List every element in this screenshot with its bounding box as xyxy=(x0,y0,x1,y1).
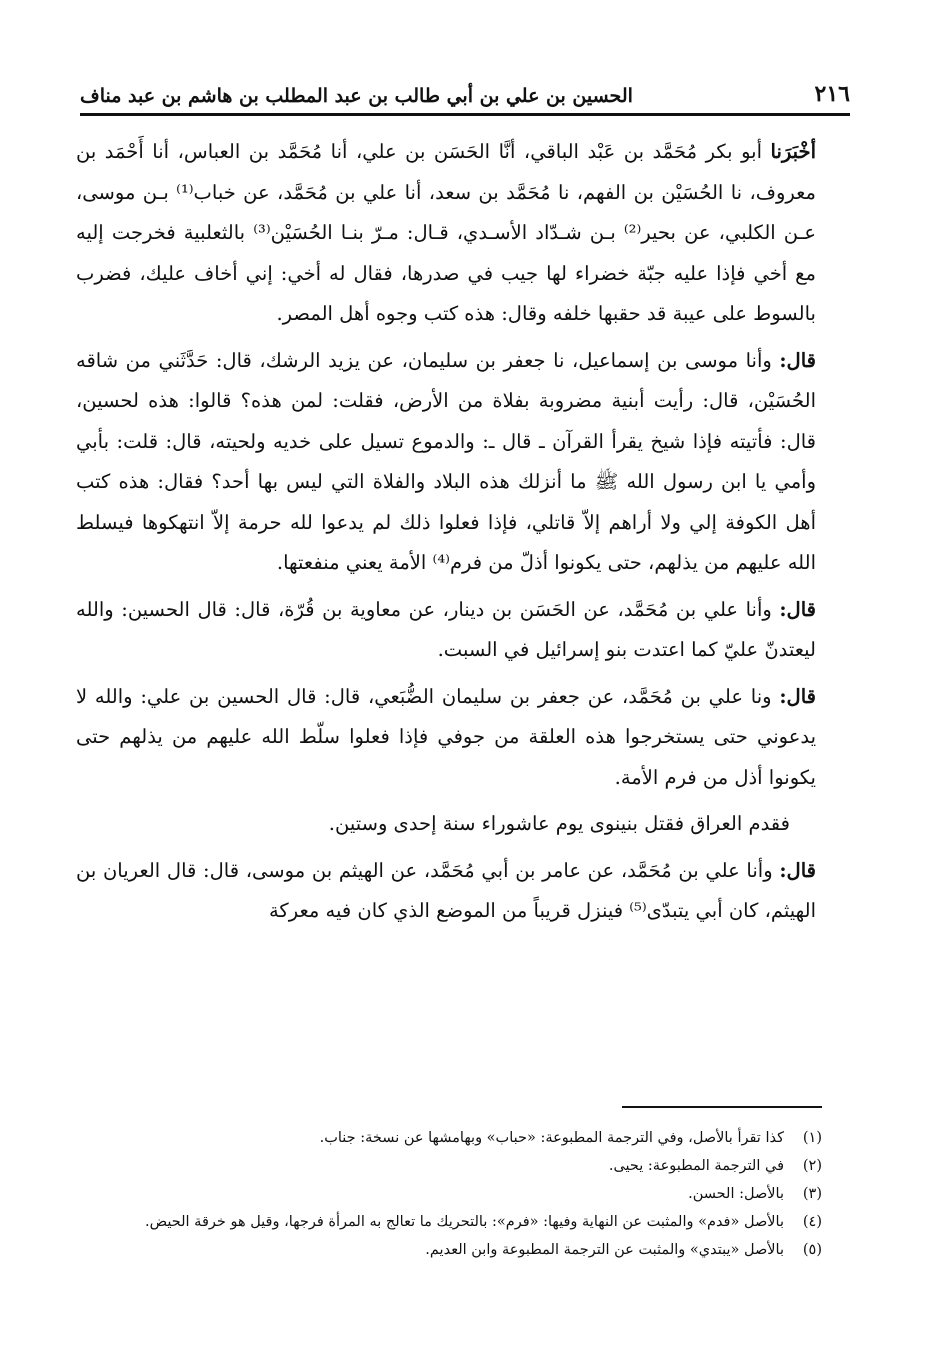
paragraph-text: ونا علي بن مُحَمَّد، عن جعفر بن سليمان الضُّبَعي، قال: قال الحسين بن علي: والله لا يدعوني حتى يستخرجوا هذه العلقة من جوفي فإذا فعلوا سلّط الله عليهم من يذلهم حتى يكونوا أذل من فرم الأمة. xyxy=(76,684,816,789)
footnote-text: في الترجمة المطبوعة: يحيى. xyxy=(608,1158,784,1174)
paragraph-text: وأنا علي بن مُحَمَّد، عن الحَسَن بن دينار، عن معاوية بن قُرّة، قال: قال الحسين: والله ليعتدنّ عليّ كما اعتدت بنو إسرائيل في السبت. xyxy=(76,597,816,661)
footnote-separator xyxy=(622,1106,822,1108)
paragraph-6 xyxy=(76,851,838,932)
footnote-5 xyxy=(76,1236,822,1264)
paragraph-lead: قال: xyxy=(779,684,816,708)
running-title: الحسين بن علي بن أبي طالب بن عبد المطلب بن هاشم بن عبد مناف xyxy=(80,85,633,107)
footnotes xyxy=(76,1124,822,1264)
footnote-text: كذا تقرأ بالأصل، وفي الترجمة المطبوعة: «حباب» وبهامشها عن نسخة: جناب. xyxy=(319,1130,784,1146)
footnote-number: (٣) xyxy=(802,1186,822,1202)
paragraph-text: فقدم العراق فقتل بنينوى يوم عاشوراء سنة إحدى وستين. xyxy=(328,812,790,835)
footnote-3 xyxy=(76,1180,822,1208)
footnote-number: (٤) xyxy=(802,1214,822,1230)
paragraph-text: وأنا موسى بن إسماعيل، نا جعفر بن سليمان، عن يزيد الرشك، قال: حَدَّثَني من شاقه الحُسَيْن، قال: رأيت أبنية مضروبة بفلاة من الأرض، فقلت: لمن هذه؟ قالوا: هذه لحسين، قال: فأتيته فإذا شيخ يقرأ القرآن ـ قال ـ: والدموع تسيل على خديه ولحيته، قال: قلت: بأبي وأمي يا ابن رسول الله ﷺ ما أنزلك هذه البلاد والفلاة التي ليس بها أحد؟ فقال: هذه كتب أهل الكوفة إلي ولا أراهم إلاّ قاتلي، فإذا فعلوا ذلك لم يدعوا لله حرمة إلاّ انتهكوها فيسلط الله عليهم من يذلهم، حتى يكونوا أذلّ من فرم⁽⁴⁾ الأمة يعني منفعتها. xyxy=(76,348,816,574)
paragraph-lead: قال: xyxy=(779,348,816,372)
paragraph-text: وأنا علي بن مُحَمَّد، عن عامر بن أبي مُحَمَّد، عن الهيثم بن موسى، قال: قال العريان بن الهيثم، كان أبي يتبدّى⁽⁵⁾ فينزل قريباً من الموضع الذي كان فيه معركة xyxy=(76,858,816,922)
footnote-4 xyxy=(76,1208,822,1236)
page-number: ٢١٦ xyxy=(814,81,850,107)
paragraph-3 xyxy=(76,590,838,671)
footnote-number: (٥) xyxy=(802,1242,822,1258)
footnote-2 xyxy=(76,1152,822,1180)
footnote-text: بالأصل «يبتدي» والمثبت عن الترجمة المطبوعة وابن العديم. xyxy=(425,1242,784,1258)
paragraph-lead: قال: xyxy=(779,858,816,882)
main-text xyxy=(76,132,838,938)
paragraph-1 xyxy=(76,132,838,335)
footnote-number: (٢) xyxy=(802,1158,822,1174)
paragraph-lead: قال: xyxy=(779,597,816,621)
paragraph-2 xyxy=(76,341,838,584)
footnote-1 xyxy=(76,1124,822,1152)
paragraph-lead: أخْبَرَنا xyxy=(770,140,816,163)
footnote-text: بالأصل «فدم» والمثبت عن النهاية وفيها: «فرم»: بالتحريك ما تعالج به المرأة فرجها، وقيل هو خرقة الحيض. xyxy=(145,1214,784,1230)
paragraph-4 xyxy=(76,677,838,799)
footnote-text: بالأصل: الحسن. xyxy=(688,1186,784,1202)
paragraph-5 xyxy=(76,804,838,845)
page-header xyxy=(80,72,850,116)
footnote-number: (١) xyxy=(802,1130,822,1146)
paragraph-text: أبو بكر مُحَمَّد بن عَبْد الباقي، أنَّا الحَسَن بن علي، أنا مُحَمَّد بن العباس، أنا أَحْمَد بن معروف، نا الحُسَيْن بن الفهم، نا مُحَمَّد بن سعد، أنا علي بن مُحَمَّد، عن خباب⁽¹⁾ بـن موسى، عـن الكلبي، عن بحير⁽²⁾ بـن شـدّاد الأسـدي، قـال: مـرّ بنـا الحُسَيْن⁽³⁾ بالثعلبية فخرجت إليه مع أخي فإذا عليه جبّة خضراء لها جيب في صدرها، فقال له أخي: إني أخاف عليك، فضرب بالسوط على عيبة قد حقبها خلفه وقال: هذه كتب وجوه أهل المصر. xyxy=(76,140,816,325)
